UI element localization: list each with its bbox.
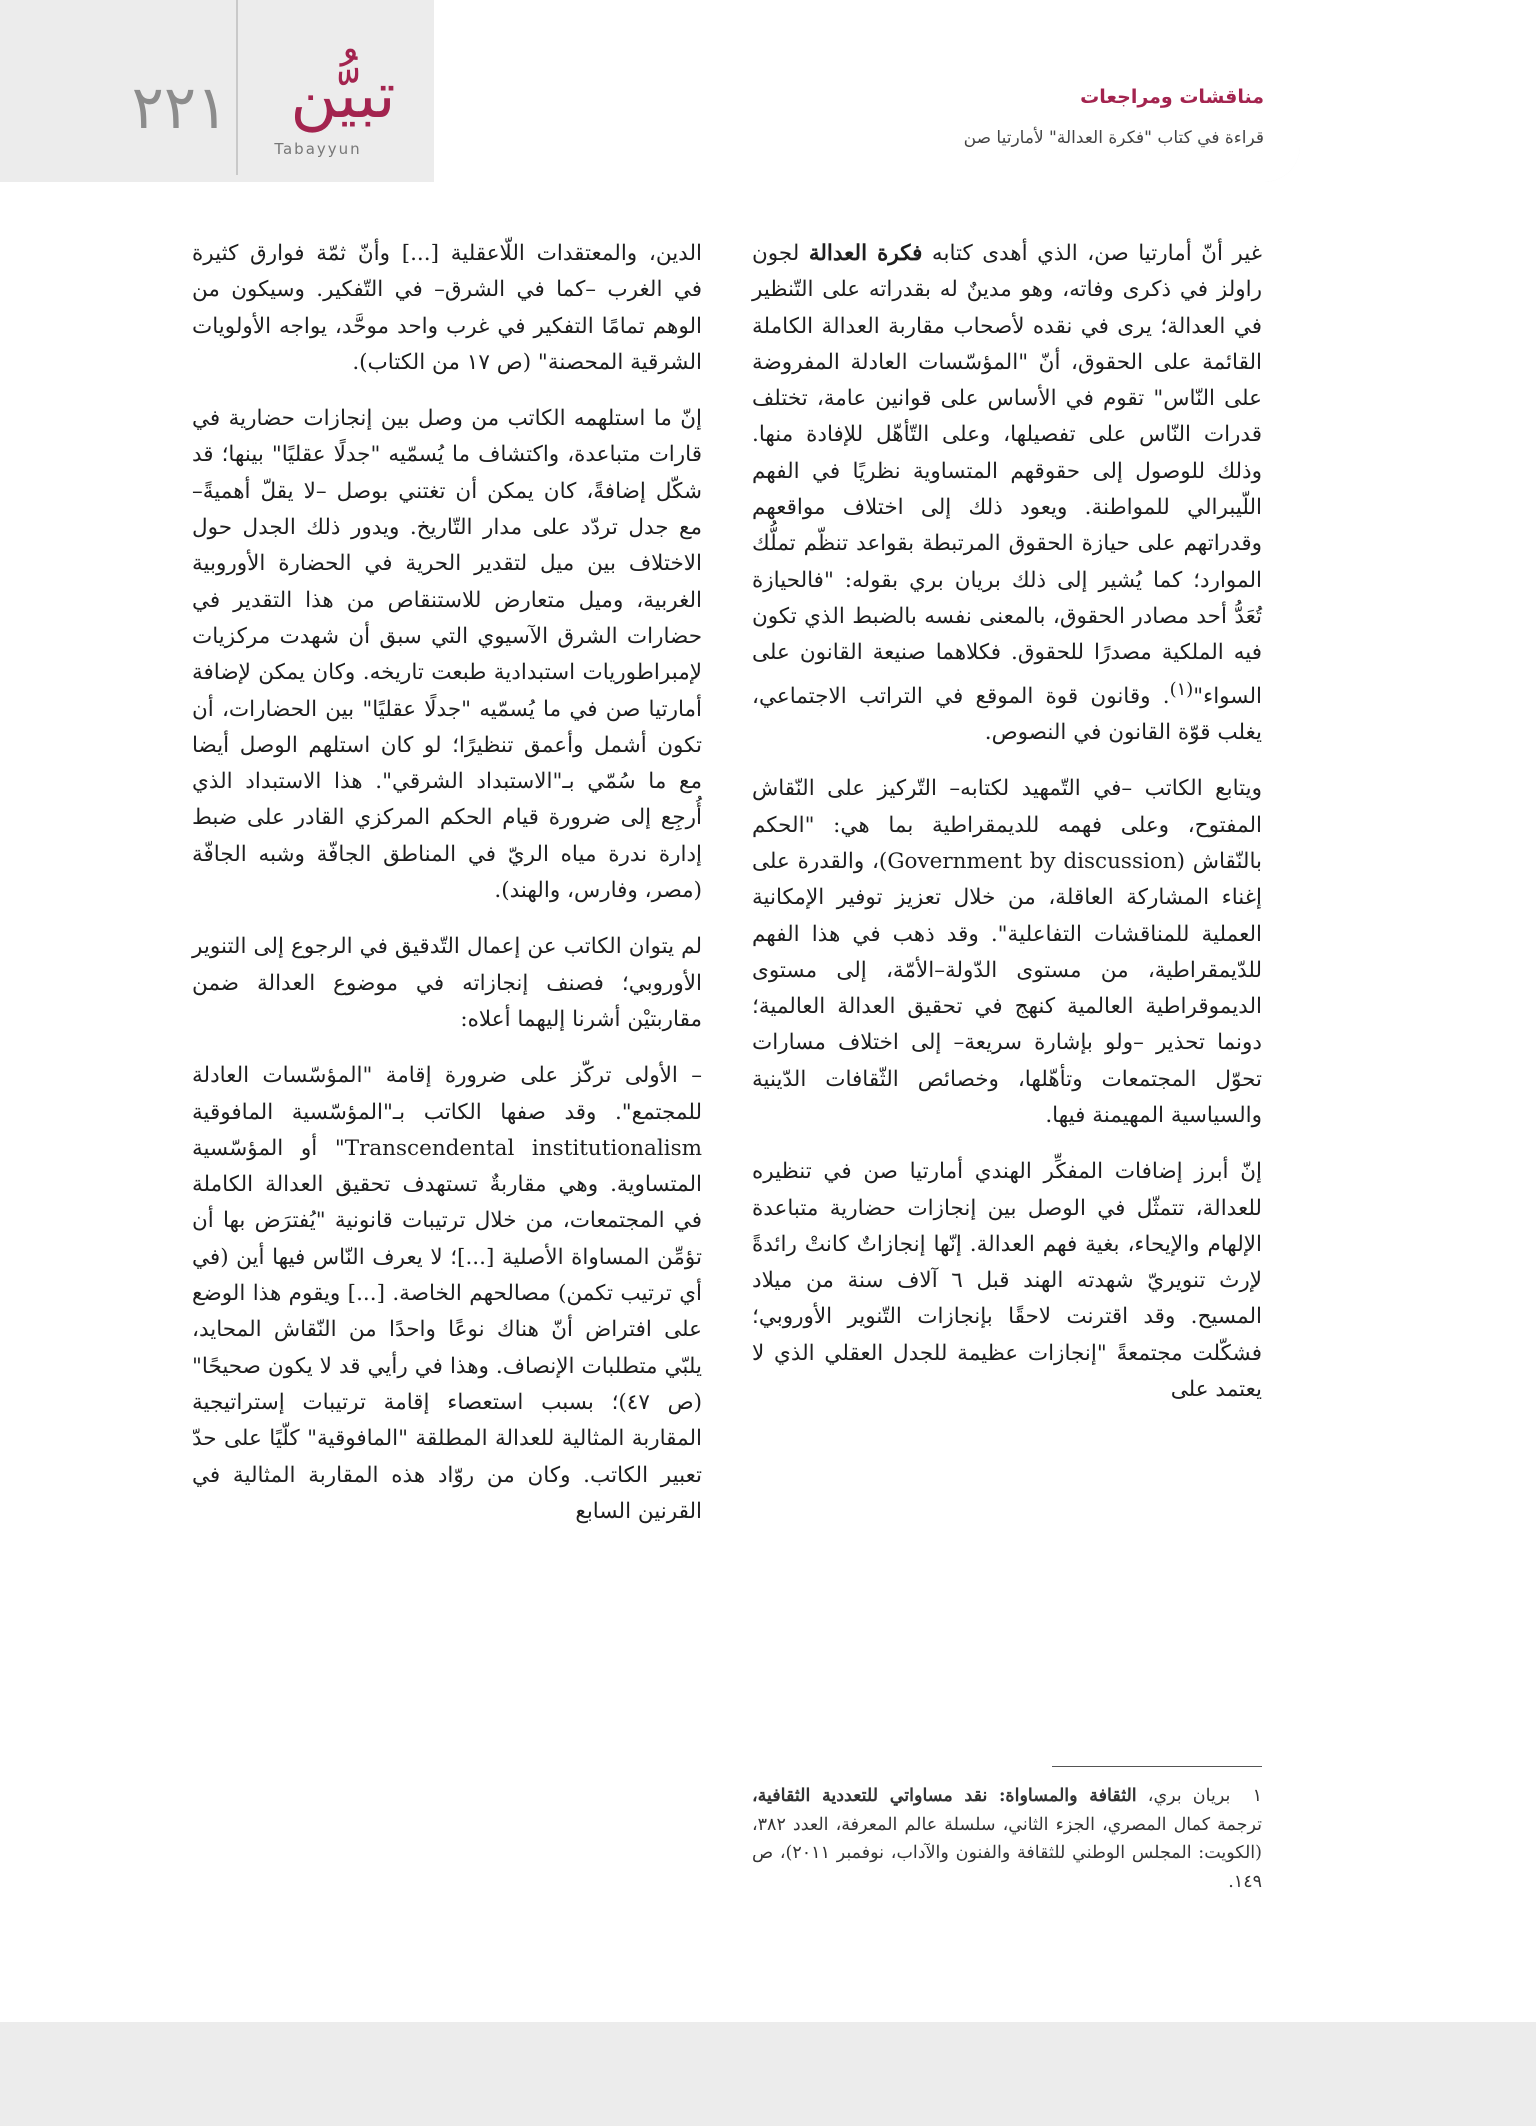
footnote-number: ١ — [1252, 1786, 1263, 1806]
paragraph: ويتابع الكاتب –في التّمهيد لكتابه– التّركيز على النّقاش المفتوح، وعلى فهمه للديمقراطية بما هي: "الحكم بالنّقاش (Government by discussion)، والقدرة على إغناء المشاركة العاقلة، من خلال تعزيز توفير الإمكانية العملية للمناقشات التفاعلية". وقد ذهب في هذا الفهم للدّيمقراطية، من مستوى الدّولة–الأمّة، إلى مستوى الديموقراطية العالمية كنهج في تحقيق العدالة العالمية؛ دونما تحذير –ولو بإشارة سريعة– إلى اختلاف مسارات تحوّل المجتمعات وتأهّلها، وخصائص الثّقافات الدّينية والسياسية المهيمنة فيها. — [752, 776, 1262, 1128]
journal-logo — [258, 59, 428, 164]
paragraph: الدين، والمعتقدات اللّاعقلية [...] وأنّ ثمّة فوارق كثيرة في الغرب –كما في الشرق– في التّفكير. وسيكون من الوهم تمامًا التفكير في غرب واحد موحَّد، يواجه الأولويات الشرقية المحصنة" (ص ١٧ من الكتاب). — [192, 241, 702, 375]
article-title: قراءة في كتاب "فكرة العدالة" لأمارتيا صن — [963, 128, 1264, 148]
section-title: مناقشات ومراجعات — [1080, 86, 1264, 108]
logo-arabic-text: تبيُّن — [290, 59, 396, 133]
paragraph: إنّ أبرز إضافات المفكِّر الهندي أمارتيا صن في تنظيره للعدالة، تتمثّل في الوصل بين إنجازات حضارية متباعدة الإلهام والإيحاء، بغية فهم العدالة. إنّها إنجازاتٌ كانتْ رائدةً لإرث تنويريّ شهدته الهند قبل ٦ آلاف سنة من ميلاد المسيح. وقد اقترنت لاحقًا بإنجازات التّنوير الأوروبي؛ فشكّلت مجتمعةً "إنجازات عظيمة للجدل العقلي الذي لا يعتمد على — [752, 1159, 1262, 1403]
book-title: فكرة العدالة — [808, 241, 923, 266]
paragraph: لم يتوان الكاتب عن إعمال التّدقيق في الرجوع إلى التنوير الأوروبي؛ فصنف إنجازاته في موضوع العدالة ضمن مقاربتيْن أشرنا إليهما أعلاه: — [192, 934, 702, 1032]
page-number: ٢٢١ — [131, 73, 229, 143]
footnote: ١ بريان بري، الثقافة والمساواة: نقد مساواتي للتعددية الثقافية، ترجمة كمال المصري، الجزء الثاني، سلسلة عالم المعرفة، العدد ٣٨٢، (الكويت: المجلس الوطني للثقافة والفنون والآداب، نوفمبر ٢٠١١)، ص ١٤٩. — [752, 1786, 1263, 1892]
footnote-title: الثقافة والمساواة: نقد مساواتي للتعددية الثقافية، — [752, 1786, 1137, 1806]
footnote-marker: (١) — [1169, 678, 1194, 700]
logo-latin-text: Tabayyun — [274, 140, 362, 158]
paragraph: غير أنّ أمارتيا صن، الذي أهدى كتابه فكرة العدالة لجون راولز في ذكرى وفاته، وهو مدينٌ له بقدراته على التّنظير في العدالة؛ يرى في نقده لأصحاب مقاربة العدالة الكاملة القائمة على الحقوق، أنّ "المؤسّسات العادلة المفروضة على النّاس" تقوم في الأساس على قوانين عامة، تختلف قدرات النّاس على تفصيلها، وعلى التّأهّل للإفادة منها. وذلك للوصول إلى حقوقهم المتساوية نظريًا في الفهم اللّيبرالي للمواطنة. ويعود ذلك إلى اختلاف مواقعهم وقدراتهم على حيازة الحقوق المرتبطة بقواعد تنظّم تملُّك الموارد؛ كما يُشير إلى ذلك بريان بري بقوله: "فالحيازة تُعَدُّ أحد مصادر الحقوق، بالمعنى نفسه بالضبط الذي تكون فيه الملكية مصدرًا للحقوق. فكلاهما صنيعة القانون على السواء"$^{(١)}$. وقانون قوة الموقع في التراتب الاجتماعي، يغلب قوّة القانون في النصوص. — [752, 241, 1262, 746]
footnote-rule — [1052, 1766, 1262, 1767]
header-divider — [236, 0, 238, 175]
left-column — [192, 236, 702, 1550]
footer-band — [0, 2022, 1536, 2126]
paragraph: – الأولى تركّز على ضرورة إقامة "المؤسّسات العادلة للمجتمع". وقد صفها الكاتب بـ"المؤسّسية المافوقية Transcendental institutionalism" أو المؤسّسية المتساوية. وهي مقاربةٌ تستهدف تحقيق العدالة الكاملة في المجتمعات، من خلال ترتيبات قانونية "يُفترَض بها أن تؤمِّن المساواة الأصلية [...]؛ لا يعرف النّاس فيها أين (في أي ترتيب تكمن) مصالحهم الخاصة. [...] ويقوم هذا الوضع على افتراض أنّ هناك نوعًا واحدًا من النّقاش المحايد، يلبّي متطلبات الإنصاف. وهذا في رأيي قد لا يكون صحيحًا" (ص ٤٧)؛ بسبب استعصاء إقامة ترتيبات إستراتيجية المقاربة المثالية للعدالة المطلقة "المافوقية" كلّيًا على حدّ تعبير الكاتب. وكان من روّاد هذه المقاربة المثالية في القرنين السابع — [192, 1063, 702, 1524]
paragraph: إنّ ما استلهمه الكاتب من وصل بين إنجازات حضارية في قارات متباعدة، واكتشاف ما يُسمّيه "جدلًا عقليًا" بينها؛ قد شكّل إضافةً، كان يمكن أن تغتني بوصل –لا يقلّ أهميةً– مع جدل تردّد على مدار التّاريخ. ويدور ذلك الجدل حول الاختلاف بين ميل لتقدير الحرية في الحضارة الأوروبية الغربية، وميل متعارض للاستنقاص من هذا التقدير في حضارات الشرق الآسيوي التي سبق أن شهدت مركزيات لإمبراطوريات استبدادية طبعت تاريخه. وكان يمكن لإضافة أمارتيا صن في ما يُسمّيه "جدلًا عقليًا" بين الحضارات، أن تكون أشمل وأعمق تنظيرًا؛ لو كان استلهم الوصل أيضا مع ما سُمّي بـ"الاستبداد الشرقي". هذا الاستبداد الذي أُرجِع إلى ضرورة قيام الحكم المركزي القادر على ضبط إدارة ندرة مياه الريّ في المناطق الجافّة وشبه الجافّة (مصر، وفارس، والهند). — [192, 406, 702, 904]
right-column — [752, 236, 1262, 1428]
